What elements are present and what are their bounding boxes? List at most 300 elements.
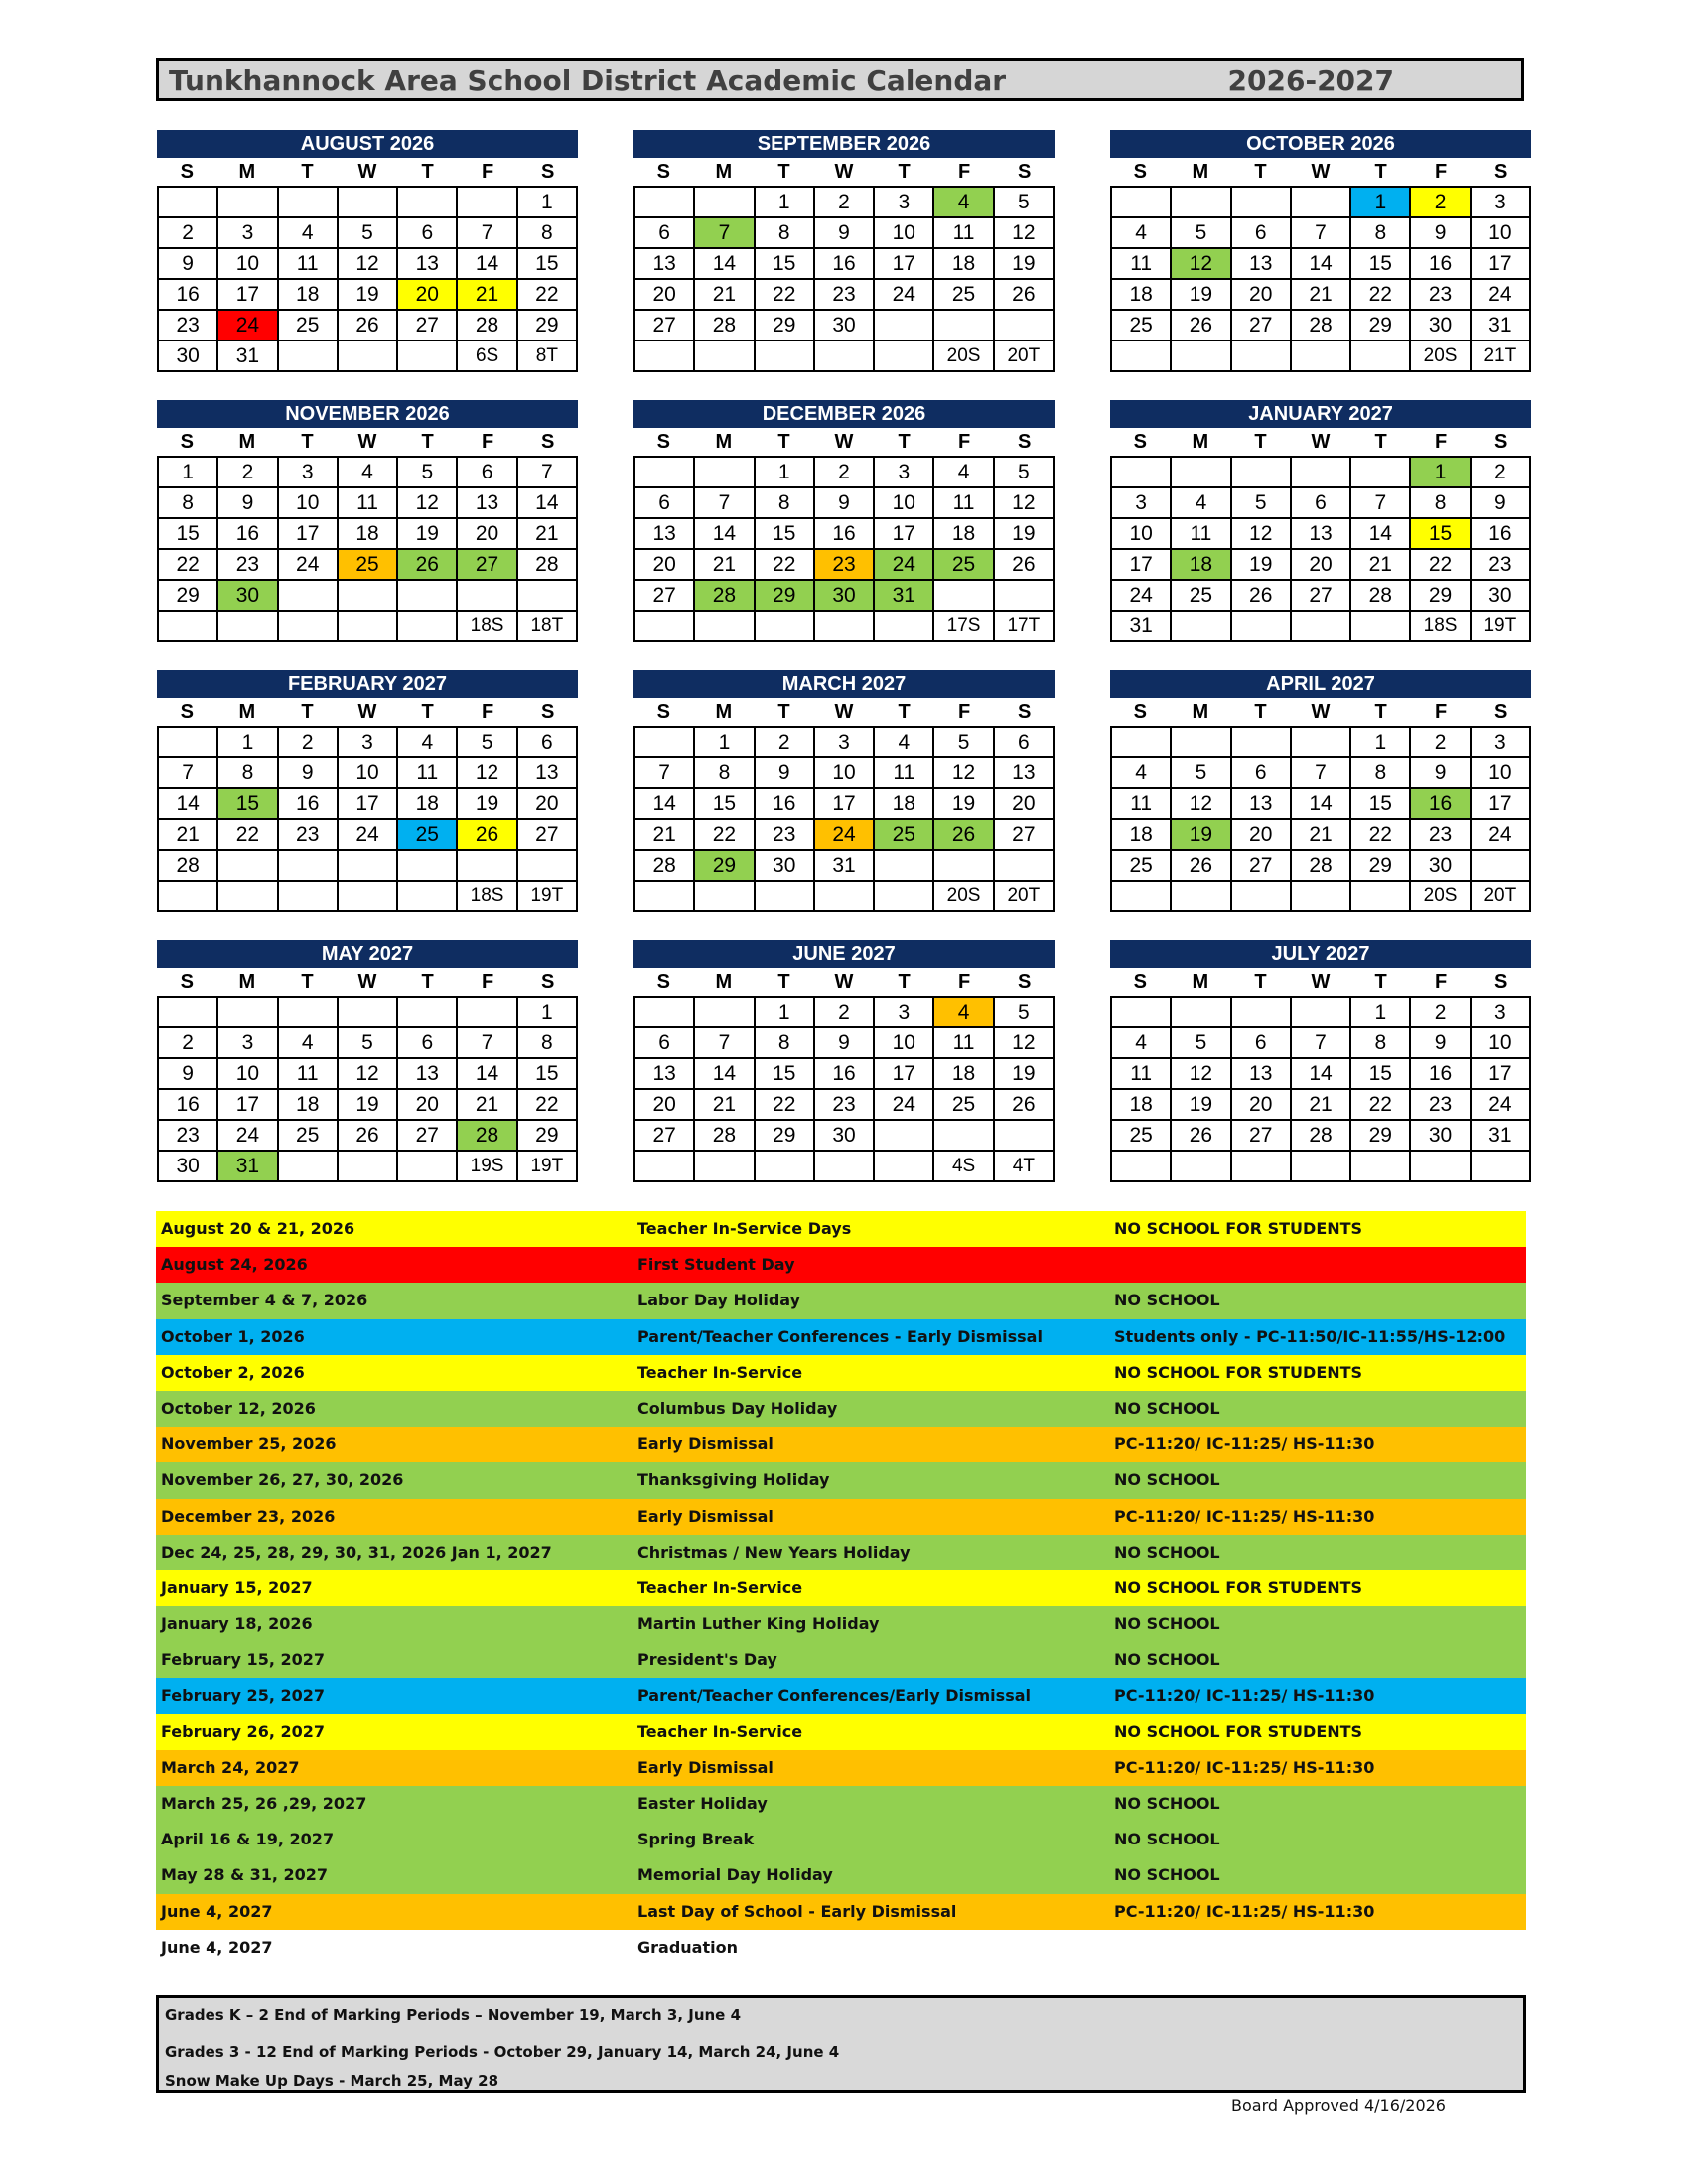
day-cell: 24 xyxy=(339,820,398,851)
day-cell: 11 xyxy=(279,249,339,280)
empty-cell xyxy=(1112,728,1172,758)
empty-cell xyxy=(1351,882,1411,912)
day-cell: 29 xyxy=(756,311,815,341)
day-count: 17T xyxy=(995,612,1055,642)
legend-event: Memorial Day Holiday xyxy=(637,1865,833,1885)
day-cell: 21 xyxy=(1292,820,1351,851)
legend-row xyxy=(156,1283,1526,1318)
day-cell: 9 xyxy=(1411,1028,1471,1059)
day-cell: 1 xyxy=(756,458,815,488)
day-cell: 29 xyxy=(518,1121,578,1152)
month-calendar xyxy=(157,940,578,1182)
weekday-label: F xyxy=(958,971,971,993)
weekday-label: M xyxy=(1192,701,1209,723)
empty-cell xyxy=(1292,998,1351,1028)
day-cell: 23 xyxy=(159,311,218,341)
day-cell: 17 xyxy=(339,789,398,820)
weekday-header xyxy=(633,428,1055,456)
day-cell: 20 xyxy=(458,519,517,550)
day-cell: 5 xyxy=(339,218,398,249)
day-cell: 25 xyxy=(1172,581,1231,612)
month-calendar xyxy=(1110,400,1531,642)
day-cell: 1 xyxy=(1351,998,1411,1028)
day-cell: 27 xyxy=(635,311,695,341)
day-cell: 3 xyxy=(218,218,278,249)
day-cell: 30 xyxy=(815,311,875,341)
day-cell: 4 xyxy=(934,188,994,218)
day-cell: 21 xyxy=(518,519,578,550)
weekday-header xyxy=(157,968,578,996)
day-cell: 15 xyxy=(756,1059,815,1090)
day-cell: 5 xyxy=(995,458,1055,488)
empty-cell xyxy=(1112,882,1172,912)
day-cell: 7 xyxy=(1292,758,1351,789)
empty-cell xyxy=(1232,458,1292,488)
day-cell: 9 xyxy=(815,218,875,249)
empty-cell xyxy=(695,998,755,1028)
day-cell: 5 xyxy=(398,458,458,488)
day-cell: 31 xyxy=(218,341,278,372)
day-cell: 5 xyxy=(1172,1028,1231,1059)
day-cell: 23 xyxy=(1411,1090,1471,1121)
empty-cell xyxy=(159,188,218,218)
legend-event: Christmas / New Years Holiday xyxy=(637,1542,911,1562)
day-cell: 17 xyxy=(218,280,278,311)
legend-row xyxy=(156,1462,1526,1498)
day-cell: 31 xyxy=(218,1152,278,1182)
legend-event: Columbus Day Holiday xyxy=(637,1398,838,1418)
legend-note: PC-11:20/ IC-11:25/ HS-11:30 xyxy=(1114,1901,1375,1921)
day-cell: 25 xyxy=(1112,311,1172,341)
day-cell: 19 xyxy=(1172,820,1231,851)
day-cell: 13 xyxy=(1232,249,1292,280)
day-cell: 24 xyxy=(815,820,875,851)
day-grid xyxy=(157,996,578,1182)
legend-event: Early Dismissal xyxy=(637,1506,774,1526)
day-cell: 25 xyxy=(875,820,934,851)
day-cell: 26 xyxy=(934,820,994,851)
weekday-header xyxy=(1110,968,1531,996)
day-cell: 2 xyxy=(279,728,339,758)
day-cell: 4 xyxy=(1172,488,1231,519)
day-cell: 3 xyxy=(875,998,934,1028)
legend-row xyxy=(156,1319,1526,1355)
day-cell: 8 xyxy=(1351,218,1411,249)
legend-date: February 26, 2027 xyxy=(161,1721,325,1741)
day-cell: 12 xyxy=(1172,789,1231,820)
day-cell: 23 xyxy=(815,550,875,581)
weekday-label: S xyxy=(1018,701,1032,723)
legend-event: Early Dismissal xyxy=(637,1757,774,1777)
day-cell: 28 xyxy=(695,1121,755,1152)
day-cell: 25 xyxy=(934,550,994,581)
weekday-header xyxy=(633,158,1055,186)
day-count: 4S xyxy=(934,1152,994,1182)
day-cell: 21 xyxy=(458,1090,517,1121)
day-cell: 31 xyxy=(1472,1121,1531,1152)
day-cell: 23 xyxy=(1472,550,1531,581)
day-cell: 28 xyxy=(458,1121,517,1152)
empty-cell xyxy=(339,612,398,642)
legend-note: NO SCHOOL xyxy=(1114,1830,1220,1849)
day-cell: 9 xyxy=(756,758,815,789)
day-cell: 11 xyxy=(934,1028,994,1059)
legend-note: PC-11:20/ IC-11:25/ HS-11:30 xyxy=(1114,1506,1375,1526)
empty-cell xyxy=(875,612,934,642)
month-calendar xyxy=(633,940,1055,1182)
legend-date: June 4, 2027 xyxy=(161,1937,273,1957)
weekday-label: W xyxy=(1311,431,1331,453)
day-cell: 12 xyxy=(398,488,458,519)
day-cell: 16 xyxy=(756,789,815,820)
day-cell: 1 xyxy=(218,728,278,758)
day-cell: 21 xyxy=(1351,550,1411,581)
empty-cell xyxy=(815,612,875,642)
legend-note: NO SCHOOL FOR STUDENTS xyxy=(1114,1577,1363,1597)
day-cell: 15 xyxy=(1411,519,1471,550)
day-cell: 16 xyxy=(159,280,218,311)
day-cell: 7 xyxy=(458,218,517,249)
empty-cell xyxy=(398,341,458,372)
legend-row xyxy=(156,1786,1526,1822)
day-cell: 13 xyxy=(995,758,1055,789)
empty-cell xyxy=(635,188,695,218)
empty-cell xyxy=(934,581,994,612)
weekday-label: W xyxy=(834,701,854,723)
day-cell: 12 xyxy=(1172,1059,1231,1090)
day-cell: 28 xyxy=(1351,581,1411,612)
day-cell: 10 xyxy=(875,218,934,249)
day-cell: 11 xyxy=(279,1059,339,1090)
day-cell: 27 xyxy=(398,311,458,341)
day-cell: 4 xyxy=(1112,758,1172,789)
month-calendar xyxy=(633,400,1055,642)
day-count xyxy=(1472,1152,1531,1182)
weekday-label: S xyxy=(1494,431,1508,453)
legend-date: December 23, 2026 xyxy=(161,1506,336,1526)
day-cell: 16 xyxy=(815,519,875,550)
day-cell: 14 xyxy=(1292,249,1351,280)
day-cell: 17 xyxy=(875,249,934,280)
weekday-label: F xyxy=(1435,701,1448,723)
day-cell: 31 xyxy=(1112,612,1172,642)
empty-cell xyxy=(1232,612,1292,642)
day-cell: 11 xyxy=(1112,1059,1172,1090)
weekday-label: T xyxy=(421,161,434,183)
empty-cell xyxy=(1172,341,1231,372)
empty-cell xyxy=(279,188,339,218)
empty-cell xyxy=(1292,728,1351,758)
day-cell: 27 xyxy=(518,820,578,851)
empty-cell xyxy=(398,998,458,1028)
weekday-label: S xyxy=(541,431,555,453)
day-count: 20S xyxy=(934,882,994,912)
empty-cell xyxy=(1472,851,1531,882)
day-cell: 1 xyxy=(695,728,755,758)
legend-date: March 24, 2027 xyxy=(161,1757,300,1777)
empty-cell xyxy=(1112,998,1172,1028)
empty-cell xyxy=(279,612,339,642)
day-cell: 20 xyxy=(635,1090,695,1121)
month-calendar xyxy=(1110,130,1531,372)
day-cell: 30 xyxy=(815,581,875,612)
day-cell: 3 xyxy=(1472,188,1531,218)
weekday-label: F xyxy=(1435,161,1448,183)
day-cell: 19 xyxy=(995,519,1055,550)
legend-row xyxy=(156,1714,1526,1750)
empty-cell xyxy=(635,1152,695,1182)
day-cell: 27 xyxy=(635,1121,695,1152)
day-cell: 12 xyxy=(339,249,398,280)
empty-cell xyxy=(1351,1152,1411,1182)
legend-note: PC-11:20/ IC-11:25/ HS-11:30 xyxy=(1114,1686,1375,1706)
empty-cell xyxy=(635,998,695,1028)
empty-cell xyxy=(1232,998,1292,1028)
day-cell: 3 xyxy=(1472,728,1531,758)
day-cell: 17 xyxy=(279,519,339,550)
month-calendar xyxy=(633,670,1055,912)
day-cell: 22 xyxy=(518,1090,578,1121)
day-cell: 25 xyxy=(934,1090,994,1121)
day-cell: 6 xyxy=(1292,488,1351,519)
day-cell: 26 xyxy=(398,550,458,581)
empty-cell xyxy=(1292,1152,1351,1182)
day-cell: 17 xyxy=(1472,789,1531,820)
weekday-label: S xyxy=(180,431,194,453)
day-cell: 5 xyxy=(934,728,994,758)
weekday-label: T xyxy=(777,431,790,453)
day-cell: 21 xyxy=(458,280,517,311)
weekday-label: M xyxy=(238,971,256,993)
day-cell: 25 xyxy=(934,280,994,311)
day-cell: 7 xyxy=(635,758,695,789)
day-cell: 8 xyxy=(1351,1028,1411,1059)
weekday-label: T xyxy=(1374,701,1387,723)
day-cell: 15 xyxy=(1351,789,1411,820)
day-cell: 22 xyxy=(518,280,578,311)
weekday-label: S xyxy=(1494,161,1508,183)
empty-cell xyxy=(1172,612,1231,642)
day-cell: 22 xyxy=(159,550,218,581)
day-cell: 29 xyxy=(756,1121,815,1152)
month-calendar xyxy=(1110,670,1531,912)
legend-row xyxy=(156,1642,1526,1678)
month-title: FEBRUARY 2027 xyxy=(157,670,578,698)
empty-cell xyxy=(1292,188,1351,218)
empty-cell xyxy=(1172,458,1231,488)
legend-note: NO SCHOOL xyxy=(1114,1470,1220,1490)
day-cell: 11 xyxy=(934,488,994,519)
weekday-label: M xyxy=(1192,971,1209,993)
empty-cell xyxy=(218,851,278,882)
month-calendar xyxy=(157,130,578,372)
day-cell: 6 xyxy=(995,728,1055,758)
legend-event: Labor Day Holiday xyxy=(637,1291,801,1310)
empty-cell xyxy=(1172,728,1231,758)
weekday-label: F xyxy=(482,161,494,183)
legend-note: NO SCHOOL xyxy=(1114,1398,1220,1418)
day-count: 20T xyxy=(995,882,1055,912)
empty-cell xyxy=(279,851,339,882)
empty-cell xyxy=(635,458,695,488)
day-cell: 26 xyxy=(1172,851,1231,882)
weekday-label: F xyxy=(958,701,971,723)
empty-cell xyxy=(695,341,755,372)
day-cell: 10 xyxy=(875,488,934,519)
empty-cell xyxy=(1351,341,1411,372)
day-cell: 10 xyxy=(1472,758,1531,789)
day-cell: 20 xyxy=(1232,280,1292,311)
empty-cell xyxy=(1172,188,1231,218)
empty-cell xyxy=(995,851,1055,882)
day-cell: 12 xyxy=(1232,519,1292,550)
day-count: 20S xyxy=(1411,341,1471,372)
day-cell: 21 xyxy=(695,280,755,311)
legend-note: NO SCHOOL FOR STUDENTS xyxy=(1114,1362,1363,1382)
day-cell: 30 xyxy=(1472,581,1531,612)
empty-cell xyxy=(398,851,458,882)
day-cell: 11 xyxy=(1172,519,1231,550)
day-cell: 4 xyxy=(279,218,339,249)
day-cell: 29 xyxy=(1351,1121,1411,1152)
day-cell: 19 xyxy=(1172,280,1231,311)
legend-note: NO SCHOOL xyxy=(1114,1614,1220,1634)
weekday-label: T xyxy=(1374,971,1387,993)
day-cell: 26 xyxy=(458,820,517,851)
legend-row xyxy=(156,1857,1526,1893)
day-cell: 22 xyxy=(1351,280,1411,311)
day-cell: 30 xyxy=(159,1152,218,1182)
day-cell: 3 xyxy=(339,728,398,758)
weekday-label: T xyxy=(421,431,434,453)
day-cell: 17 xyxy=(1472,249,1531,280)
day-cell: 28 xyxy=(635,851,695,882)
weekday-label: W xyxy=(357,971,377,993)
day-cell: 8 xyxy=(218,758,278,789)
legend-date: August 24, 2026 xyxy=(161,1255,308,1275)
day-cell: 25 xyxy=(339,550,398,581)
month-title: JUNE 2027 xyxy=(633,940,1055,968)
day-cell: 2 xyxy=(1411,188,1471,218)
legend-date: Dec 24, 25, 28, 29, 30, 31, 2026 Jan 1, 2027 xyxy=(161,1542,552,1562)
day-cell: 24 xyxy=(218,311,278,341)
day-cell: 6 xyxy=(635,1028,695,1059)
day-cell: 21 xyxy=(695,550,755,581)
day-cell: 1 xyxy=(518,998,578,1028)
day-cell: 7 xyxy=(1292,1028,1351,1059)
empty-cell xyxy=(756,882,815,912)
day-cell: 6 xyxy=(518,728,578,758)
day-grid xyxy=(157,726,578,912)
weekday-label: T xyxy=(777,701,790,723)
day-cell: 31 xyxy=(1472,311,1531,341)
weekday-header xyxy=(1110,428,1531,456)
empty-cell xyxy=(934,1121,994,1152)
day-cell: 2 xyxy=(756,728,815,758)
day-cell: 23 xyxy=(756,820,815,851)
empty-cell xyxy=(279,882,339,912)
day-cell: 7 xyxy=(458,1028,517,1059)
day-count: 4T xyxy=(995,1152,1055,1182)
empty-cell xyxy=(339,1152,398,1182)
day-cell: 12 xyxy=(995,218,1055,249)
day-cell: 22 xyxy=(1351,820,1411,851)
day-cell: 20 xyxy=(1232,1090,1292,1121)
day-cell: 20 xyxy=(398,1090,458,1121)
legend-row xyxy=(156,1247,1526,1283)
day-cell: 2 xyxy=(1411,998,1471,1028)
weekday-label: S xyxy=(541,971,555,993)
weekday-label: T xyxy=(421,701,434,723)
note-line: Grades 3 - 12 End of Marking Periods - October 29, January 14, March 24, June 4 xyxy=(165,2043,840,2061)
day-cell: 22 xyxy=(1351,1090,1411,1121)
day-cell: 7 xyxy=(695,218,755,249)
weekday-label: T xyxy=(1374,431,1387,453)
day-cell: 10 xyxy=(218,249,278,280)
month-title: DECEMBER 2026 xyxy=(633,400,1055,428)
day-cell: 7 xyxy=(159,758,218,789)
legend-event: Parent/Teacher Conferences/Early Dismissal xyxy=(637,1686,1031,1706)
day-cell: 5 xyxy=(1172,218,1231,249)
legend-row xyxy=(156,1570,1526,1606)
weekday-label: W xyxy=(1311,161,1331,183)
legend-note: NO SCHOOL xyxy=(1114,1650,1220,1670)
day-cell: 24 xyxy=(1472,1090,1531,1121)
legend-event: Martin Luther King Holiday xyxy=(637,1614,880,1634)
day-cell: 10 xyxy=(279,488,339,519)
day-cell: 11 xyxy=(934,218,994,249)
day-cell: 12 xyxy=(339,1059,398,1090)
empty-cell xyxy=(339,581,398,612)
day-cell: 28 xyxy=(1292,851,1351,882)
day-cell: 4 xyxy=(279,1028,339,1059)
day-cell: 26 xyxy=(1172,1121,1231,1152)
day-cell: 30 xyxy=(218,581,278,612)
legend-note: NO SCHOOL xyxy=(1114,1542,1220,1562)
weekday-label: W xyxy=(834,431,854,453)
weekday-label: M xyxy=(715,161,733,183)
day-cell: 6 xyxy=(1232,1028,1292,1059)
legend-note: NO SCHOOL xyxy=(1114,1865,1220,1885)
day-count: 17S xyxy=(934,612,994,642)
day-cell: 9 xyxy=(159,1059,218,1090)
weekday-label: M xyxy=(238,161,256,183)
empty-cell xyxy=(218,998,278,1028)
empty-cell xyxy=(518,851,578,882)
weekday-label: F xyxy=(482,971,494,993)
day-count: 19T xyxy=(1472,612,1531,642)
empty-cell xyxy=(815,882,875,912)
day-cell: 18 xyxy=(279,1090,339,1121)
day-cell: 1 xyxy=(1351,188,1411,218)
day-cell: 13 xyxy=(635,249,695,280)
weekday-header xyxy=(157,158,578,186)
day-cell: 4 xyxy=(875,728,934,758)
day-cell: 8 xyxy=(159,488,218,519)
weekday-label: T xyxy=(1374,161,1387,183)
day-cell: 30 xyxy=(1411,851,1471,882)
day-cell: 21 xyxy=(695,1090,755,1121)
weekday-label: S xyxy=(656,701,670,723)
legend-date: November 25, 2026 xyxy=(161,1434,337,1454)
day-cell: 18 xyxy=(875,789,934,820)
day-cell: 6 xyxy=(635,218,695,249)
weekday-label: W xyxy=(1311,701,1331,723)
day-cell: 3 xyxy=(1112,488,1172,519)
day-cell: 7 xyxy=(695,1028,755,1059)
day-grid xyxy=(157,456,578,642)
legend-date: January 18, 2026 xyxy=(161,1614,313,1634)
